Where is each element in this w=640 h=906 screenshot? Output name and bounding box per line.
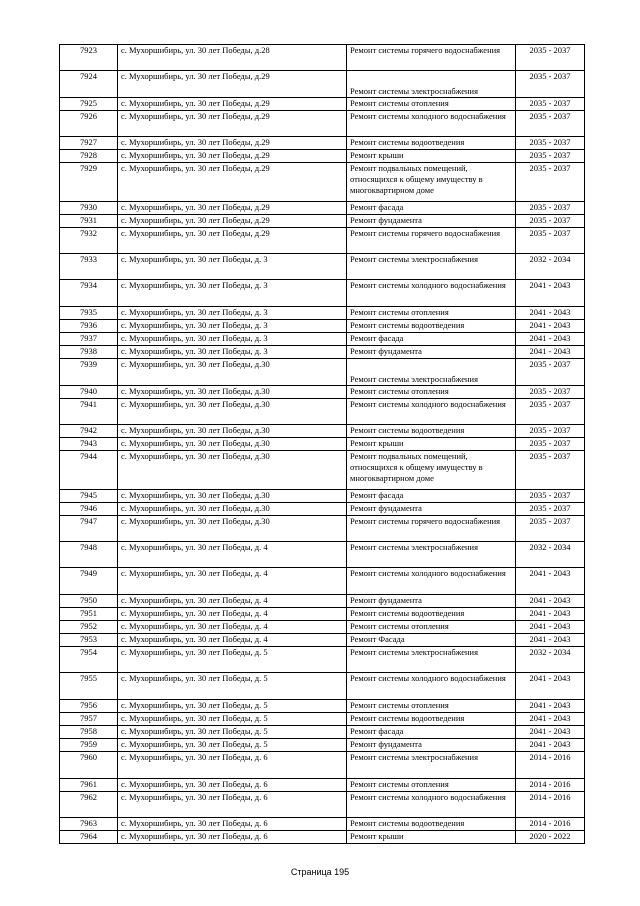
work-type-cell: Ремонт системы горячего водоснабжения [347,516,516,542]
address-cell: с. Мухоршибирь, ул. 30 лет Победы, д.30 [118,438,347,451]
address-cell: с. Мухоршибирь, ул. 30 лет Победы, д. 4 [118,595,347,608]
period-cell: 2035 - 2037 [516,137,585,150]
row-number-cell: 7956 [60,700,118,713]
page-footer [0,867,640,877]
page-number: Страница 195 [290,867,350,877]
period-cell: 2041 - 2043 [516,608,585,621]
period-cell: 2035 - 2037 [516,163,585,202]
row-number-cell: 7923 [60,45,118,71]
address-cell: с. Мухоршибирь, ул. 30 лет Победы, д. 5 [118,673,347,700]
address-cell: с. Мухоршибирь, ул. 30 лет Победы, д.29 [118,228,347,254]
address-cell: с. Мухоршибирь, ул. 30 лет Победы, д. 5 [118,739,347,752]
table-row [60,45,585,71]
period-cell: 2041 - 2043 [516,700,585,713]
row-number-cell: 7926 [60,111,118,137]
address-cell: с. Мухоршибирь, ул. 30 лет Победы, д.29 [118,137,347,150]
work-type-cell: Ремонт системы горячего водоснабжения [347,45,516,71]
address-cell: с. Мухоршибирь, ул. 30 лет Победы, д.30 [118,399,347,425]
table-row [60,451,585,490]
work-type-cell: Ремонт системы холодного водоснабжения [347,568,516,595]
row-number-cell: 7961 [60,779,118,792]
table-row [60,320,585,333]
row-number-cell: 7959 [60,739,118,752]
address-cell: с. Мухоршибирь, ул. 30 лет Победы, д. 4 [118,621,347,634]
row-number-cell: 7946 [60,503,118,516]
table-row [60,595,585,608]
period-cell: 2041 - 2043 [516,280,585,307]
period-cell: 2035 - 2037 [516,45,585,71]
table-row [60,163,585,202]
row-number-cell: 7937 [60,333,118,346]
work-type-cell: Ремонт фундамента [347,215,516,228]
period-cell: 2035 - 2037 [516,451,585,490]
address-cell: с. Мухоршибирь, ул. 30 лет Победы, д. 4 [118,634,347,647]
row-number-cell: 7938 [60,346,118,359]
address-cell: с. Мухоршибирь, ул. 30 лет Победы, д.30 [118,451,347,490]
address-cell: с. Мухоршибирь, ул. 30 лет Победы, д.30 [118,425,347,438]
work-type-cell: Ремонт системы электроснабжения [347,752,516,779]
period-cell: 2014 - 2016 [516,752,585,779]
work-type-cell: Ремонт системы холодного водоснабжения [347,280,516,307]
row-number-cell: 7935 [60,307,118,320]
row-number-cell: 7949 [60,568,118,595]
work-type-cell: Ремонт фасада [347,490,516,503]
work-type-cell: Ремонт подвальных помещений, относящихся к общему имуществу в многоквартирном доме [347,163,516,202]
table-row [60,202,585,215]
table-row [60,346,585,359]
period-cell: 2035 - 2037 [516,150,585,163]
address-cell: с. Мухоршибирь, ул. 30 лет Победы, д. 3 [118,280,347,307]
row-number-cell: 7945 [60,490,118,503]
row-number-cell: 7924 [60,71,118,98]
address-cell: с. Мухоршибирь, ул. 30 лет Победы, д. 6 [118,752,347,779]
row-number-cell: 7950 [60,595,118,608]
period-cell: 2014 - 2016 [516,818,585,831]
address-cell: с. Мухоршибирь, ул. 30 лет Победы, д.28 [118,45,347,71]
table-row [60,700,585,713]
row-number-cell: 7940 [60,386,118,399]
work-type-cell: Ремонт фундамента [347,739,516,752]
period-cell: 2035 - 2037 [516,425,585,438]
row-number-cell: 7963 [60,818,118,831]
work-type-cell: Ремонт крыши [347,438,516,451]
table-row [60,516,585,542]
address-cell: с. Мухоршибирь, ул. 30 лет Победы, д. 3 [118,333,347,346]
period-cell: 2032 - 2034 [516,647,585,673]
period-cell: 2035 - 2037 [516,228,585,254]
period-cell: 2035 - 2037 [516,490,585,503]
table-row [60,634,585,647]
period-cell: 2014 - 2016 [516,779,585,792]
work-type-cell: Ремонт системы отопления [347,779,516,792]
row-number-cell: 7943 [60,438,118,451]
address-cell: с. Мухоршибирь, ул. 30 лет Победы, д.29 [118,163,347,202]
address-cell: с. Мухоршибирь, ул. 30 лет Победы, д. 3 [118,254,347,280]
period-cell: 2041 - 2043 [516,333,585,346]
work-type-cell: Ремонт системы водоотведения [347,425,516,438]
row-number-cell: 7936 [60,320,118,333]
address-cell: с. Мухоршибирь, ул. 30 лет Победы, д. 4 [118,568,347,595]
address-cell: с. Мухоршибирь, ул. 30 лет Победы, д.29 [118,215,347,228]
period-cell: 2041 - 2043 [516,595,585,608]
work-type-cell: Ремонт фасада [347,202,516,215]
row-number-cell: 7953 [60,634,118,647]
address-cell: с. Мухоршибирь, ул. 30 лет Победы, д. 3 [118,346,347,359]
work-type-cell: Ремонт системы водоотведения [347,137,516,150]
address-cell: с. Мухоршибирь, ул. 30 лет Победы, д. 4 [118,542,347,568]
period-cell: 2035 - 2037 [516,386,585,399]
work-type-cell: Ремонт системы электроснабжения [347,647,516,673]
address-cell: с. Мухоршибирь, ул. 30 лет Победы, д. 5 [118,726,347,739]
period-cell: 2035 - 2037 [516,202,585,215]
work-type-cell: Ремонт системы отопления [347,621,516,634]
table-row [60,713,585,726]
work-type-cell: Ремонт системы водоотведения [347,320,516,333]
work-type-cell: Ремонт Фасада [347,634,516,647]
period-cell: 2035 - 2037 [516,516,585,542]
address-cell: с. Мухоршибирь, ул. 30 лет Победы, д.29 [118,150,347,163]
work-type-cell: Ремонт системы отопления [347,307,516,320]
table-row [60,739,585,752]
table-row [60,726,585,739]
row-number-cell: 7951 [60,608,118,621]
row-number-cell: 7942 [60,425,118,438]
work-type-cell: Ремонт системы водоотведения [347,608,516,621]
period-cell: 2035 - 2037 [516,215,585,228]
row-number-cell: 7957 [60,713,118,726]
table-row [60,438,585,451]
address-cell: с. Мухоршибирь, ул. 30 лет Победы, д. 5 [118,700,347,713]
work-type-cell: Ремонт системы отопления [347,700,516,713]
period-cell: 2041 - 2043 [516,307,585,320]
period-cell: 2032 - 2034 [516,542,585,568]
period-cell: 2041 - 2043 [516,739,585,752]
table-row [60,137,585,150]
work-type-cell: Ремонт фасада [347,726,516,739]
row-number-cell: 7958 [60,726,118,739]
row-number-cell: 7928 [60,150,118,163]
work-type-cell: Ремонт системы горячего водоснабжения [347,228,516,254]
row-number-cell: 7955 [60,673,118,700]
table-row [60,386,585,399]
address-cell: с. Мухоршибирь, ул. 30 лет Победы, д.30 [118,386,347,399]
address-cell: с. Мухоршибирь, ул. 30 лет Победы, д.29 [118,71,347,98]
table-row [60,98,585,111]
address-cell: с. Мухоршибирь, ул. 30 лет Победы, д. 3 [118,307,347,320]
table-row [60,254,585,280]
table-row [60,647,585,673]
period-cell: 2041 - 2043 [516,568,585,595]
period-cell: 2020 - 2022 [516,831,585,844]
row-number-cell: 7944 [60,451,118,490]
period-cell: 2035 - 2037 [516,438,585,451]
table-body [60,45,585,844]
work-type-cell: Ремонт подвальных помещений, относящихся к общему имуществу в многоквартирном доме [347,451,516,490]
work-type-cell: Ремонт системы отопления [347,386,516,399]
table-row [60,752,585,779]
row-number-cell: 7929 [60,163,118,202]
table-row [60,568,585,595]
work-type-cell: Ремонт системы отопления [347,98,516,111]
period-cell: 2035 - 2037 [516,98,585,111]
table-row [60,621,585,634]
work-type-cell: Ремонт системы холодного водоснабжения [347,399,516,425]
row-number-cell: 7939 [60,359,118,386]
table-row [60,280,585,307]
row-number-cell: 7931 [60,215,118,228]
table-row [60,503,585,516]
table-row [60,150,585,163]
table-row [60,779,585,792]
row-number-cell: 7954 [60,647,118,673]
work-type-cell: Ремонт системы водоотведения [347,713,516,726]
table-row [60,608,585,621]
period-cell: 2041 - 2043 [516,713,585,726]
address-cell: с. Мухоршибирь, ул. 30 лет Победы, д.30 [118,359,347,386]
period-cell: 2041 - 2043 [516,320,585,333]
work-type-cell: Ремонт системы электроснабжения [347,254,516,280]
row-number-cell: 7941 [60,399,118,425]
table-row [60,792,585,818]
period-cell: 2041 - 2043 [516,634,585,647]
table-row [60,425,585,438]
table-row [60,333,585,346]
work-type-cell: Ремонт крыши [347,831,516,844]
period-cell: 2035 - 2037 [516,71,585,98]
table-row [60,673,585,700]
row-number-cell: 7925 [60,98,118,111]
table-row [60,215,585,228]
work-type-cell: Ремонт системы холодного водоснабжения [347,792,516,818]
period-cell: 2041 - 2043 [516,621,585,634]
period-cell: 2035 - 2037 [516,503,585,516]
table-row [60,71,585,98]
address-cell: с. Мухоршибирь, ул. 30 лет Победы, д. 6 [118,779,347,792]
address-cell: с. Мухоршибирь, ул. 30 лет Победы, д. 6 [118,831,347,844]
address-cell: с. Мухоршибирь, ул. 30 лет Победы, д.29 [118,98,347,111]
work-type-cell: Ремонт системы холодного водоснабжения [347,673,516,700]
table-row [60,359,585,386]
period-cell: 2035 - 2037 [516,399,585,425]
address-cell: с. Мухоршибирь, ул. 30 лет Победы, д.29 [118,111,347,137]
row-number-cell: 7960 [60,752,118,779]
table-row [60,542,585,568]
table-row [60,490,585,503]
work-type-cell: Ремонт системы электроснабжения [347,359,516,386]
period-cell: 2035 - 2037 [516,359,585,386]
work-type-cell: Ремонт системы холодного водоснабжения [347,111,516,137]
address-cell: с. Мухоршибирь, ул. 30 лет Победы, д. 3 [118,320,347,333]
table-row [60,818,585,831]
row-number-cell: 7947 [60,516,118,542]
row-number-cell: 7932 [60,228,118,254]
table-row [60,831,585,844]
row-number-cell: 7962 [60,792,118,818]
row-number-cell: 7952 [60,621,118,634]
table-row [60,307,585,320]
work-type-cell: Ремонт системы водоотведения [347,818,516,831]
address-cell: с. Мухоршибирь, ул. 30 лет Победы, д. 6 [118,818,347,831]
row-number-cell: 7930 [60,202,118,215]
address-cell: с. Мухоршибирь, ул. 30 лет Победы, д. 5 [118,647,347,673]
address-cell: с. Мухоршибирь, ул. 30 лет Победы, д. 6 [118,792,347,818]
table-row [60,399,585,425]
work-type-cell: Ремонт фундамента [347,595,516,608]
address-cell: с. Мухоршибирь, ул. 30 лет Победы, д.29 [118,202,347,215]
row-number-cell: 7934 [60,280,118,307]
table-row [60,111,585,137]
row-number-cell: 7964 [60,831,118,844]
period-cell: 2035 - 2037 [516,111,585,137]
work-type-cell: Ремонт крыши [347,150,516,163]
address-cell: с. Мухоршибирь, ул. 30 лет Победы, д.30 [118,490,347,503]
work-type-cell: Ремонт фундамента [347,346,516,359]
row-number-cell: 7933 [60,254,118,280]
work-type-cell: Ремонт системы электроснабжения [347,71,516,98]
period-cell: 2032 - 2034 [516,254,585,280]
row-number-cell: 7948 [60,542,118,568]
table-row [60,228,585,254]
address-cell: с. Мухоршибирь, ул. 30 лет Победы, д.30 [118,503,347,516]
period-cell: 2014 - 2016 [516,792,585,818]
period-cell: 2041 - 2043 [516,726,585,739]
work-type-cell: Ремонт системы электроснабжения [347,542,516,568]
row-number-cell: 7927 [60,137,118,150]
address-cell: с. Мухоршибирь, ул. 30 лет Победы, д. 4 [118,608,347,621]
address-cell: с. Мухоршибирь, ул. 30 лет Победы, д.30 [118,516,347,542]
address-cell: с. Мухоршибирь, ул. 30 лет Победы, д. 5 [118,713,347,726]
repair-schedule-table [59,44,585,844]
work-type-cell: Ремонт фасада [347,333,516,346]
period-cell: 2041 - 2043 [516,673,585,700]
period-cell: 2041 - 2043 [516,346,585,359]
work-type-cell: Ремонт фундамента [347,503,516,516]
